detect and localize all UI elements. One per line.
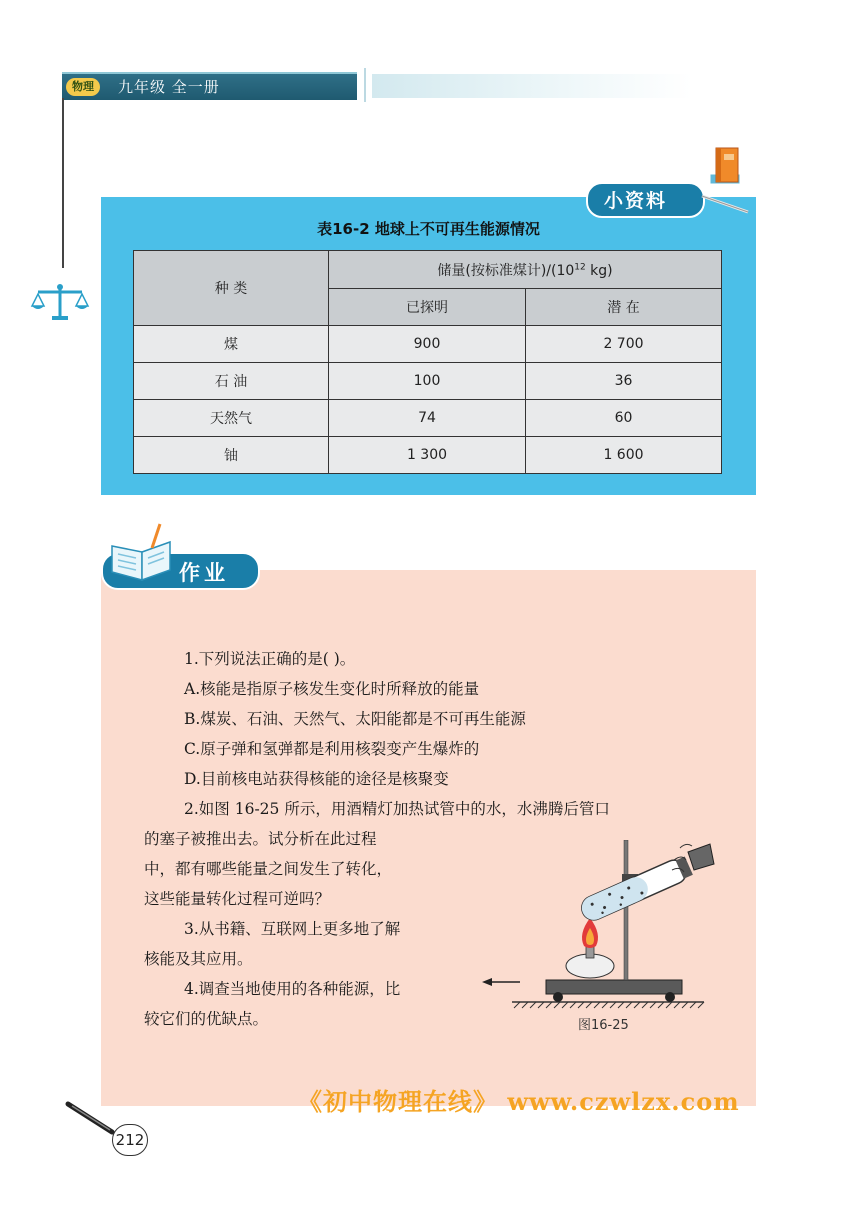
row-proven: 74 — [329, 400, 526, 437]
hw-line-q2-cont3: 这些能量转化过程可逆吗？ — [144, 890, 331, 908]
open-book-icon — [108, 522, 178, 584]
hw-line-q4: 4.调查当地使用的各种能源，比 — [184, 980, 401, 998]
energy-reserves-table — [133, 250, 722, 474]
col-reserve-exponent: 12 — [574, 261, 586, 272]
table-row — [134, 326, 722, 363]
hw-line-q1: 1.下列说法正确的是( )。 — [184, 650, 356, 668]
col-proven-header: 已探明 — [329, 289, 526, 326]
hw-line-q2-cont2: 中，都有哪些能量之间发生了转化， — [144, 860, 393, 878]
row-potential: 2 700 — [526, 326, 722, 363]
hw-line-q3-cont: 核能及其应用。 — [144, 950, 253, 968]
header-divider — [364, 68, 366, 102]
page-number: 212 — [112, 1124, 148, 1156]
books-icon — [698, 144, 754, 216]
row-name: 石 油 — [134, 363, 329, 400]
page-header-bar — [62, 72, 357, 100]
row-name: 天然气 — [134, 400, 329, 437]
margin-rule — [62, 98, 64, 268]
row-name: 铀 — [134, 437, 329, 474]
col-reserve-prefix: 储量(按标准煤计)/(10 — [437, 262, 575, 279]
row-proven: 100 — [329, 363, 526, 400]
col-potential-header: 潜 在 — [526, 289, 722, 326]
table-title: 表16-2 地球上不可再生能源情况 — [317, 220, 540, 238]
info-badge — [586, 180, 756, 216]
footer-brand: 《初中物理在线》 www.czwlzx.com — [298, 1087, 740, 1116]
subject-badge: 物理 — [66, 78, 100, 96]
figure-caption: 图16-25 — [578, 1018, 629, 1033]
hw-line-q2: 2.如图 16-25 所示，用酒精灯加热试管中的水，水沸腾后管口 — [184, 800, 610, 818]
col-kind-header: 种 类 — [134, 251, 329, 326]
col-reserve-header — [329, 251, 722, 289]
row-proven: 1 300 — [329, 437, 526, 474]
row-potential: 60 — [526, 400, 722, 437]
table-row — [134, 363, 722, 400]
hw-line-q1-c: C.原子弹和氢弹都是利用核裂变产生爆炸的 — [184, 740, 480, 758]
info-badge-label: 小资料 — [604, 190, 668, 212]
row-name: 煤 — [134, 326, 329, 363]
hw-line-q1-a: A.核能是指原子核发生变化时所释放的能量 — [184, 680, 480, 698]
row-proven: 900 — [329, 326, 526, 363]
row-potential: 36 — [526, 363, 722, 400]
homework-badge-label: 作业 — [179, 561, 229, 585]
hw-line-q2-cont1: 的塞子被推出去。试分析在此过程 — [144, 830, 377, 848]
hw-line-q1-b: B.煤炭、石油、天然气、太阳能都是不可再生能源 — [184, 710, 526, 728]
test-tube-experiment-figure — [474, 840, 724, 1016]
table-row — [134, 400, 722, 437]
grade-label: 九年级 全一册 — [118, 78, 220, 96]
hw-line-q3: 3.从书籍、互联网上更多地了解 — [184, 920, 401, 938]
balance-scale-icon — [30, 282, 90, 322]
hw-line-q4-cont: 较它们的优缺点。 — [144, 1010, 269, 1028]
header-gradient-band — [372, 74, 692, 98]
table-row — [134, 437, 722, 474]
col-reserve-suffix: kg) — [585, 262, 613, 279]
row-potential: 1 600 — [526, 437, 722, 474]
hw-line-q1-d: D.目前核电站获得核能的途径是核聚变 — [184, 770, 449, 788]
